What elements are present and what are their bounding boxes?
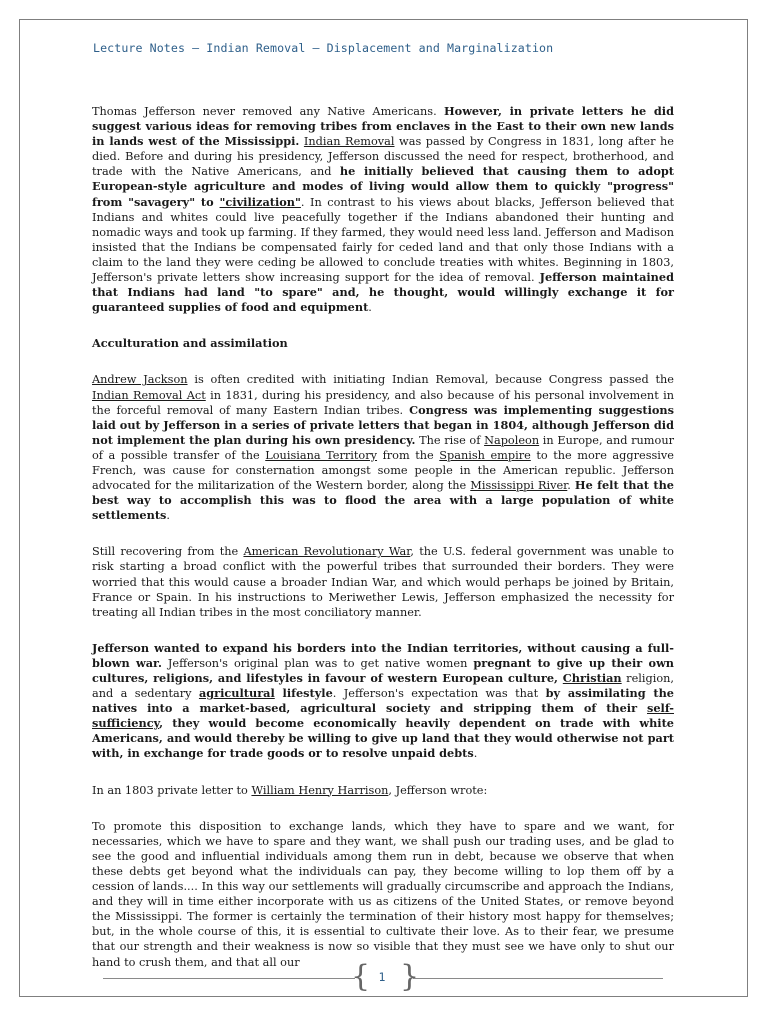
text-span: . bbox=[473, 747, 478, 761]
text-span: from the bbox=[377, 448, 440, 462]
text-span: . bbox=[567, 479, 575, 493]
link-mississippi-river[interactable]: Mississippi River bbox=[470, 479, 568, 493]
link-civilization[interactable]: "civilization" bbox=[219, 194, 301, 209]
text-span: , the U.S. federal government was unable to risk starting a broad conflict with the powerful tribes that surrounded their borders. They were worried that this would cause a broader Indian War, and which would perhaps be joined by Britain, France or Spain. In his instructions to Meriwether Lewis, Jefferson emphasized the necessity for treating all Indian tribes in the most conciliatory manner. bbox=[92, 545, 674, 619]
link-william-henry-harrison[interactable]: William Henry Harrison bbox=[251, 783, 389, 797]
text-span: Thomas Jefferson never removed any Native Americans. bbox=[92, 105, 444, 118]
document-body bbox=[92, 104, 675, 994]
paragraph-4 bbox=[92, 641, 674, 762]
text-span: . In contrast to his views about blacks, Jefferson believed that Indians and whites could live peacefully together if the Indians abandoned their hunting and nomadic ways and took up farming. If they farmed, they would need less land. Jefferson and Madison insisted that the Indians be compensated fairly for ceded land and that only those Indians with a claim to the land they were ceding be allowed to conclude treaties with whites. Beginning in 1803, Jefferson's private letters show increasing support for the idea of removal. bbox=[92, 195, 674, 285]
bold-span: , they would become economically heavily dependent on trade with white Americans, and would thereby be willing to give up land that they would otherwise not part with, in exchange for trade goods or to resolve unpaid debts bbox=[92, 716, 674, 761]
text-span: . bbox=[166, 509, 170, 523]
link-andrew-jackson[interactable]: Andrew Jackson bbox=[92, 373, 188, 387]
text-span: . bbox=[368, 301, 372, 315]
bold-span: he initially believed that causing them to adopt European-style agriculture and modes of living would allow them to quickly "progress" from "savagery" to bbox=[92, 164, 674, 209]
text-span: The rise of bbox=[415, 433, 485, 447]
text-span: to the more aggressive French, was cause for consternation amongst some people in the American republic. Jefferson advocated for the militarization of the Western border, along the bbox=[92, 448, 674, 493]
link-christian[interactable]: Christian bbox=[562, 671, 622, 685]
bold-span: Jefferson wanted to expand his borders into the Indian territories, without causing a full-blown war. bbox=[92, 640, 674, 670]
bold-span: Jefferson maintained that Indians had land "to spare" and, he thought, would willingly exchange it for guaranteed supplies of food and equipment bbox=[92, 270, 674, 315]
paragraph-3 bbox=[92, 544, 674, 619]
paragraph-5 bbox=[92, 783, 674, 798]
link-louisiana-territory[interactable]: Louisiana Territory bbox=[265, 448, 378, 462]
text-span: Jefferson's original plan was to get native women bbox=[161, 656, 474, 670]
text-span: In an 1803 private letter to bbox=[92, 783, 252, 797]
bold-span: Congress was implementing suggestions laid out by Jefferson in a series of private letters that began in 1804, although Jefferson did not implement the plan during his own presidency. bbox=[92, 402, 674, 447]
paragraph-6-quote: To promote this disposition to exchange lands, which they have to spare and we want, for necessaries, which we have to spare and they want, we shall push our trading uses, and be glad to see the good and influential individuals among them run in debt, because we observe that when these debts get beyond what the individuals can pay, they become willing to lop them off by a cession of lands.... In this way our settlements will gradually circumscribe and approach the Indians, and they will in time either incorporate with us as citizens of the United States, or remove beyond the Mississippi. The former is certainly the termination of their history most happy for themselves; but, in the whole course of this, it is essential to cultivate their love. As to their fear, we presume that our strength and their weakness is now so visible that they must see we have only to shut our hand to crush them, and that all our bbox=[92, 819, 674, 969]
footer-brace-left: { bbox=[351, 959, 371, 994]
link-spanish-empire[interactable]: Spanish empire bbox=[439, 448, 531, 462]
bold-span: pregnant to give up their own cultures, religions, and lifestyles in favour of western European culture, bbox=[92, 655, 675, 685]
bold-span: He felt that the best way to accomplish this was to flood the area with a large population of white settlements bbox=[92, 478, 674, 523]
link-american-revolutionary-war[interactable]: American Revolutionary War bbox=[243, 545, 411, 559]
link-indian-removal-act[interactable]: Indian Removal Act bbox=[92, 388, 206, 402]
link-self-sufficiency[interactable]: self-sufficiency bbox=[92, 701, 674, 731]
footer-rule-left bbox=[103, 978, 355, 979]
paragraph-1 bbox=[92, 104, 674, 315]
text-span: Still recovering from the bbox=[92, 545, 244, 559]
text-span: . Jefferson's expectation was that bbox=[332, 687, 546, 701]
footer-rule-right bbox=[413, 978, 663, 979]
page-number: 1 bbox=[378, 970, 386, 984]
bold-span: lifestyle bbox=[274, 686, 333, 701]
text-span: religion, and a sedentary bbox=[92, 672, 674, 701]
text-span: , Jefferson wrote: bbox=[388, 783, 488, 797]
bold-span: However, in private letters he did suggest various ideas for removing tribes from enclaves in the East to their own new lands in lands west of the Mississippi. bbox=[92, 104, 674, 149]
page-header-title: Lecture Notes – Indian Removal – Displacement and Marginalization bbox=[93, 41, 554, 55]
text-span: was passed by Congress in 1831, long after he died. Before and during his presidency, Jefferson discussed the need for respect, brotherhood, and trade with the Native Americans, and bbox=[92, 135, 674, 179]
link-indian-removal[interactable]: Indian Removal bbox=[303, 135, 395, 149]
link-agricultural[interactable]: agricultural bbox=[198, 686, 275, 701]
text-span: in Europe, and rumour of a possible transfer of the bbox=[92, 433, 674, 462]
text-span: is often credited with initiating Indian Removal, because Congress passed the bbox=[187, 373, 674, 387]
footer-brace-right: } bbox=[400, 959, 420, 994]
bold-span: by assimilating the natives into a market-based, agricultural society and stripping them of their bbox=[92, 686, 674, 716]
text-span: in 1831, during his presidency, and also because of his personal involvement in the forceful removal of many Eastern Indian tribes. bbox=[92, 388, 674, 417]
link-napoleon[interactable]: Napoleon bbox=[484, 433, 540, 447]
paragraph-2 bbox=[92, 372, 674, 523]
section-heading: Acculturation and assimilation bbox=[92, 336, 288, 351]
